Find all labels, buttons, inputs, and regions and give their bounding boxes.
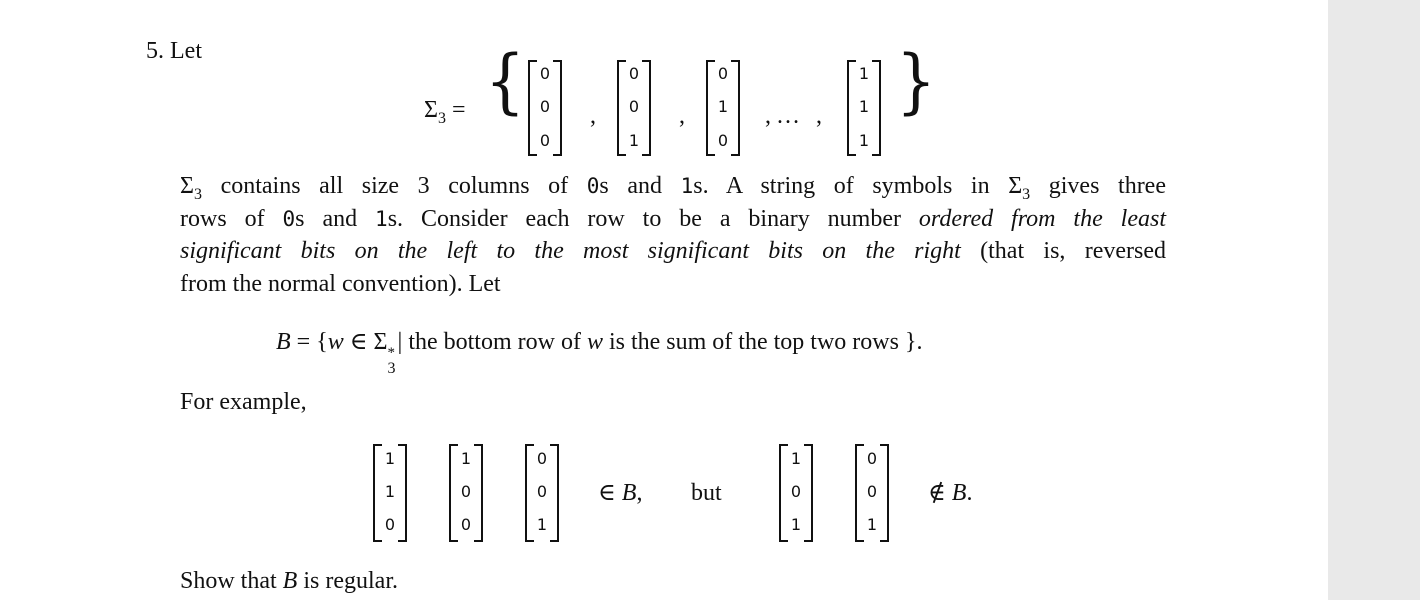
sigma-column-3	[706, 60, 740, 156]
paragraph-line: from the normal convention). Let	[180, 270, 501, 297]
math-var: B	[282, 568, 298, 594]
problem-header	[146, 35, 202, 67]
sigma-column-1	[528, 60, 562, 156]
matrix-cell: 0	[790, 482, 802, 501]
comma: ,	[636, 480, 643, 506]
paragraph-line: $\Sigma_3$ contains all size 3 columns of 0s and 1s. A string of symbols in $\Sigma_3$ gives three	[180, 173, 1166, 203]
matrix-cell: 1	[384, 482, 396, 501]
set-open-brace: {	[316, 329, 328, 355]
ellipsis: …	[776, 103, 803, 129]
set-open-brace: {	[485, 40, 526, 122]
matrix-cell: 0	[536, 449, 548, 468]
not-element-of-symbol: ∉	[928, 480, 946, 506]
matrix-cell: 1	[858, 64, 870, 83]
example-in-column-1	[373, 444, 407, 542]
separator: ,	[765, 103, 771, 129]
problem-let: Let	[170, 38, 202, 64]
conclusion-text: is regular.	[297, 568, 398, 594]
matrix-cell: 0	[460, 482, 472, 501]
matrix-cell: 1	[866, 515, 878, 534]
element-of-symbol: ∈	[598, 480, 616, 506]
sigma-column-last	[847, 60, 881, 156]
but-word: but	[691, 480, 722, 506]
math-var: w	[327, 329, 344, 355]
matrix-cell: 0	[628, 97, 640, 116]
math-var: w	[586, 329, 603, 355]
matrix-cell: 1	[717, 97, 729, 116]
set-close-brace: }	[896, 40, 937, 122]
matrix-cell: 1	[536, 515, 548, 534]
matrix-cell: 0	[628, 64, 640, 83]
math-var: B	[621, 480, 637, 506]
sigma-symbol: Σ	[373, 329, 388, 355]
separator: ,	[816, 103, 822, 129]
condition-text: the bottom row of	[402, 329, 587, 355]
problem-number: 5.	[146, 38, 164, 64]
element-of-symbol: ∈	[349, 329, 368, 355]
notin-b-label	[928, 477, 972, 509]
equals-sign: =	[296, 329, 311, 355]
separator: ,	[679, 103, 685, 129]
equals-sign: =	[451, 97, 466, 123]
example-in-column-3	[525, 444, 559, 542]
period: .	[966, 480, 973, 506]
in-b-label	[598, 477, 642, 509]
matrix-cell: 1	[790, 449, 802, 468]
condition-text: is the sum of the top two rows	[602, 329, 905, 355]
matrix-cell: 0	[539, 64, 551, 83]
matrix-cell: 1	[858, 97, 870, 116]
matrix-cell: 1	[790, 515, 802, 534]
paragraph-line: significant bits on the left to the most significant bits on the right (that is, reversed	[180, 238, 1166, 264]
paragraph-line: rows of 0s and 1s. Consider each row to be a binary number ordered from the least	[180, 205, 1167, 232]
example-intro: For example,	[180, 389, 307, 415]
matrix-cell: 0	[460, 515, 472, 534]
explanation-paragraph	[180, 170, 1166, 300]
set-close-brace: }	[904, 329, 917, 355]
math-var: B	[276, 329, 291, 355]
math-var: B	[951, 480, 967, 506]
sigma-subscript: 3	[387, 360, 396, 377]
example-notin-column-2	[855, 444, 889, 542]
sigma-lhs	[424, 94, 466, 129]
matrix-cell: 0	[536, 482, 548, 501]
example-in-column-2	[449, 444, 483, 542]
matrix-cell: 0	[384, 515, 396, 534]
matrix-cell: 0	[717, 64, 729, 83]
matrix-cell: 0	[866, 482, 878, 501]
separator: ,	[590, 103, 596, 129]
matrix-cell: 1	[384, 449, 396, 468]
matrix-cell: 0	[539, 97, 551, 116]
b-definition	[276, 326, 923, 377]
such-that-bar: |	[397, 329, 403, 355]
matrix-cell: 1	[858, 131, 870, 150]
period: .	[916, 329, 923, 355]
conclusion	[180, 565, 398, 597]
matrix-cell: 0	[539, 131, 551, 150]
sigma-column-2	[617, 60, 651, 156]
kleene-star: *	[387, 345, 395, 361]
matrix-cell: 1	[628, 131, 640, 150]
page-scrollbar-track[interactable]	[1328, 0, 1420, 600]
example-notin-column-1	[779, 444, 813, 542]
matrix-cell: 0	[866, 449, 878, 468]
matrix-cell: 0	[717, 131, 729, 150]
sigma-subscript: 3	[437, 110, 446, 127]
sigma-symbol: Σ	[424, 97, 438, 123]
matrix-cell: 1	[460, 449, 472, 468]
conclusion-text: Show that	[180, 568, 283, 594]
